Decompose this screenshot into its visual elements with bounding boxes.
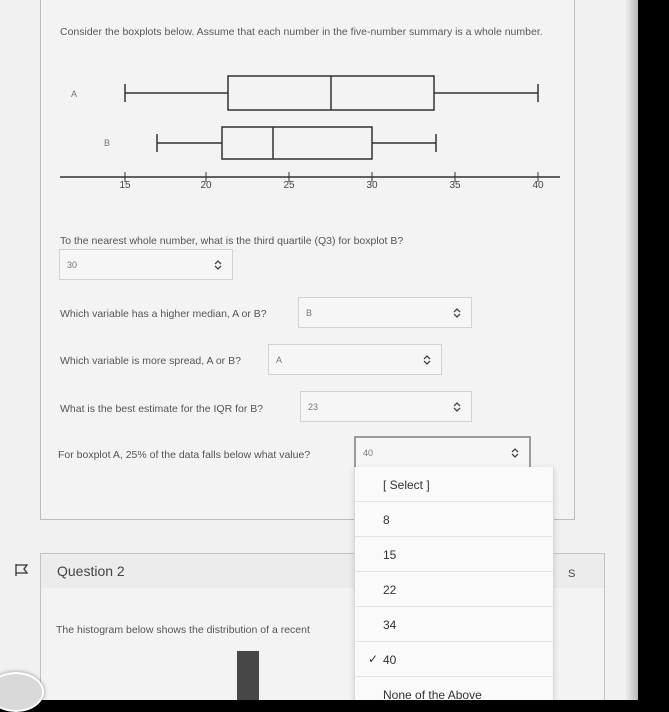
boxplot-a-label: A	[71, 89, 78, 99]
more-spread-prompt: Which variable is more spread, A or B?	[60, 355, 241, 367]
higher-median-select-value: B	[306, 308, 313, 318]
percentile-prompt: For boxplot A, 25% of the data falls below what value?	[58, 449, 311, 461]
iqr-prompt: What is the best estimate for the IQR for B?	[60, 403, 264, 415]
question-2-text: The histogram below shows the distribution of a recent	[56, 624, 310, 636]
page-edge-shadow	[625, 0, 638, 700]
dropdown-option-34[interactable]: 34	[355, 607, 555, 642]
axis-tick-label: 35	[449, 180, 461, 191]
iqr-select-value: 23	[308, 402, 319, 412]
more-spread-select-value: A	[276, 355, 283, 365]
question-1-statement: Consider the boxplots below. Assume that each number in the five-number summary is a whole number.	[60, 26, 543, 38]
higher-median-prompt: Which variable has a higher median, A or B?	[60, 308, 267, 320]
q3-select[interactable]	[59, 249, 233, 280]
percentile-select[interactable]	[354, 436, 531, 469]
axis-tick-label: 40	[532, 180, 544, 191]
axis-tick-label: 25	[283, 180, 295, 191]
axis-tick-label: 15	[119, 180, 131, 191]
dropdown-option-15[interactable]: 15	[355, 537, 555, 572]
boxplot-b-label: B	[104, 138, 111, 148]
up-down-chevron-icon	[511, 447, 519, 459]
dropdown-option-select[interactable]: [ Select ]	[355, 467, 555, 502]
percentile-select-value: 40	[363, 448, 374, 458]
axis-tick-label: 30	[366, 180, 378, 191]
axis-tick-label: 20	[200, 180, 212, 191]
boxplot-b-box	[222, 127, 372, 159]
iqr-select[interactable]	[300, 391, 472, 422]
flag-icon[interactable]	[13, 563, 31, 577]
checkmark-icon: ✓	[368, 652, 379, 666]
dropdown-option-40[interactable]: ✓ 40	[355, 642, 555, 677]
dropdown-option-8[interactable]: 8	[355, 502, 555, 537]
question-2-points: S	[568, 568, 576, 580]
boxplot-figure	[0, 0, 638, 200]
up-down-chevron-icon	[453, 401, 461, 413]
q3-select-value: 30	[67, 260, 78, 270]
histogram-bar	[237, 651, 259, 700]
up-down-chevron-icon	[423, 354, 431, 366]
dropdown-option-22[interactable]: 22	[355, 572, 555, 607]
percentile-dropdown-list	[354, 467, 554, 700]
higher-median-select[interactable]	[298, 297, 472, 328]
up-down-chevron-icon	[453, 307, 461, 319]
question-2-title: Question 2	[57, 563, 125, 579]
up-down-chevron-icon	[214, 259, 222, 271]
more-spread-select[interactable]	[268, 344, 442, 375]
dropdown-option-none[interactable]: None of the Above	[383, 688, 482, 700]
q3-prompt: To the nearest whole number, what is the third quartile (Q3) for boxplot B?	[60, 235, 404, 247]
